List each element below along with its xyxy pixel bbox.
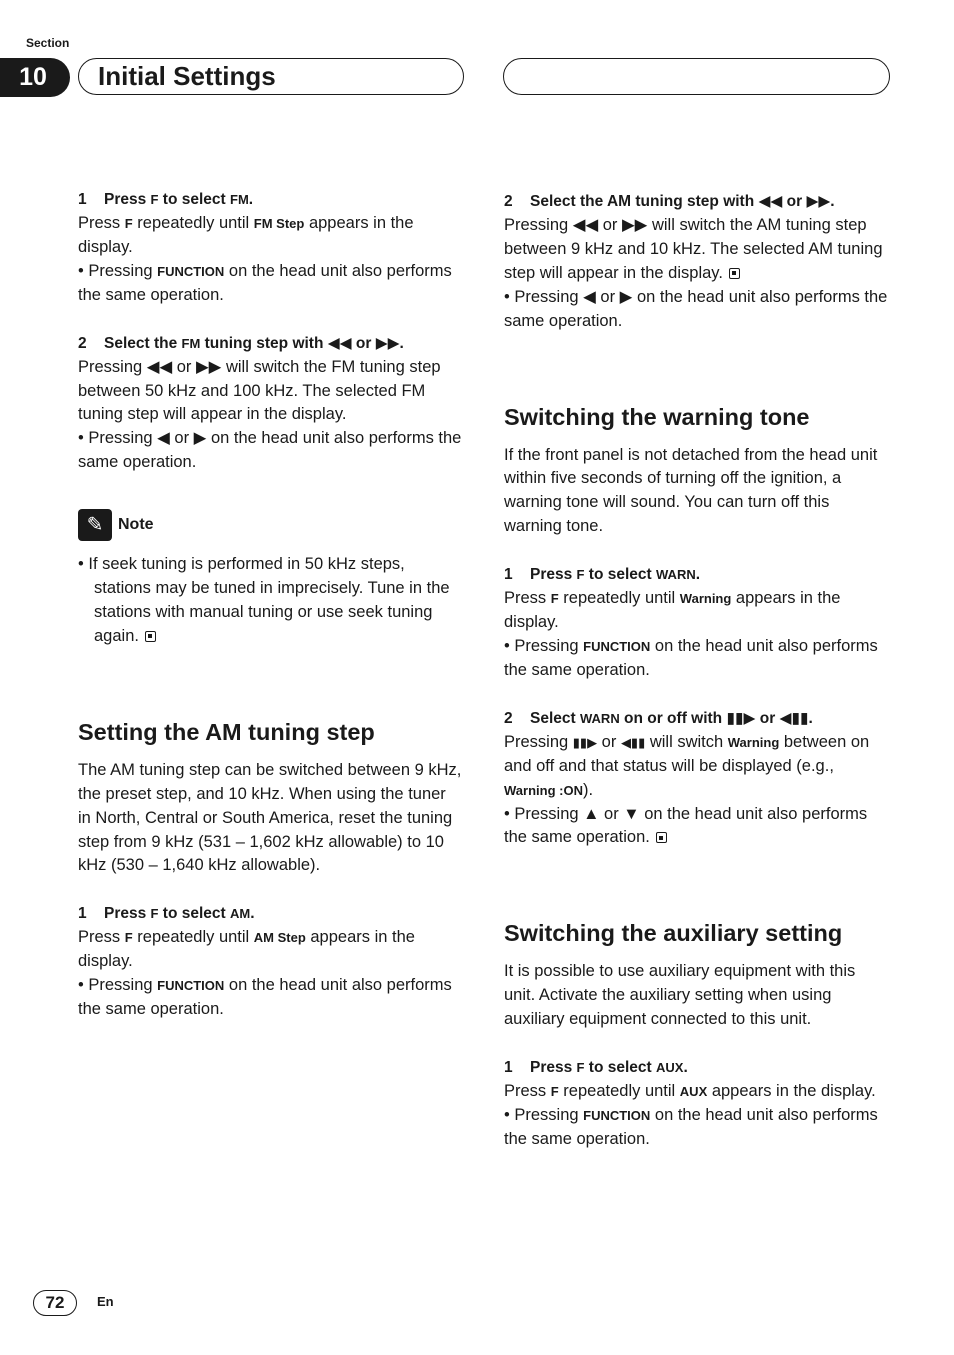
warning-step2-bullet: • Pressing ▲ or ▼ on the head unit also performs the same operation. bbox=[504, 804, 868, 847]
right-header-frame bbox=[503, 58, 890, 95]
am-section-heading: Setting the AM tuning step bbox=[78, 718, 375, 745]
warning-step2-text: Pressing ▮▮▶ or ◀▮▮ will switch Warning between on and off and that status will be displayed (e.g., Warning :ON). bbox=[504, 732, 870, 799]
warning-intro: If the front panel is not detached from the head unit within five seconds of turning off the ignition, a warning tone will sound. You can turn off this warning tone. bbox=[504, 445, 878, 536]
aux-step1-text: Press F repeatedly until AUX appears in the display. bbox=[504, 1082, 876, 1101]
language-label: En bbox=[97, 1294, 114, 1309]
end-mark-icon bbox=[145, 631, 156, 642]
am-step2-heading: 2 Select the AM tuning step with ◀◀ or ▶▶. bbox=[504, 193, 835, 210]
fm-step2-bullet: • Pressing ◀ or ▶ on the head unit also performs the same operation. bbox=[78, 429, 462, 472]
warning-step1-text: Press F repeatedly until Warning appears in the display. bbox=[504, 589, 841, 632]
am-intro: The AM tuning step can be switched between 9 kHz, the preset step, and 10 kHz. When using the tuner in North, Central or South America, reset the tuning step from 9 kHz (531 – 1,602 kHz allowable) to 10 kHz (530 – 1,640 kHz allowable). bbox=[78, 760, 462, 875]
aux-section-heading: Switching the auxiliary setting bbox=[504, 920, 843, 947]
left-column bbox=[78, 188, 462, 1022]
fm-step2-heading: 2 Select the FM tuning step with ◀◀ or ▶▶. bbox=[78, 334, 404, 352]
am-step2-bullet: • Pressing ◀ or ▶ on the head unit also performs the same operation. bbox=[504, 287, 888, 330]
aux-step1-bullet: • Pressing FUNCTION on the head unit also performs the same operation. bbox=[504, 1105, 878, 1148]
am-step1-bullet: • Pressing FUNCTION on the head unit also performs the same operation. bbox=[78, 976, 452, 1019]
page-number: 72 bbox=[33, 1290, 77, 1316]
page-title: Initial Settings bbox=[98, 61, 276, 91]
am-step1-text: Press F repeatedly until AM Step appears in the display. bbox=[78, 928, 415, 971]
end-mark-icon bbox=[656, 832, 667, 843]
fm-step2-text: Pressing ◀◀ or ▶▶ will switch the FM tuning step between 50 kHz and 100 kHz. The selected FM tuning step will appear in the display. bbox=[78, 357, 441, 424]
fm-step1-heading: 1 Press F to select FM. bbox=[78, 191, 254, 208]
aux-intro: It is possible to use auxiliary equipment with this unit. Activate the auxiliary setting when using auxiliary equipment connected to this unit. bbox=[504, 962, 856, 1029]
pencil-icon: ✎ bbox=[78, 509, 112, 541]
fm-step1-bullet: • Pressing FUNCTION on the head unit also performs the same operation. bbox=[78, 261, 452, 304]
fm-step1-text: Press F repeatedly until FM Step appears in the display. bbox=[78, 214, 414, 256]
warning-step1-bullet: • Pressing FUNCTION on the head unit also performs the same operation. bbox=[504, 636, 878, 679]
warning-step1-heading: 1 Press F to select WARN. bbox=[504, 566, 701, 584]
aux-step1-heading: 1 Press F to select AUX. bbox=[504, 1059, 688, 1077]
end-mark-icon bbox=[729, 268, 740, 279]
note-text: • If seek tuning is performed in 50 kHz steps, stations may be tuned in imprecisely. Tune in the stations with manual tuning or use seek tuning again. bbox=[78, 555, 450, 645]
section-label: Section bbox=[26, 36, 70, 50]
warning-section-heading: Switching the warning tone bbox=[504, 403, 810, 430]
right-column bbox=[504, 190, 888, 1152]
am-step2-text: Pressing ◀◀ or ▶▶ will switch the AM tuning step between 9 kHz and 10 kHz. The selected AM tuning step will appear in the display. bbox=[504, 216, 883, 282]
note-header: ✎ Note bbox=[78, 509, 462, 541]
warning-step2-heading: 2 Select WARN on or off with ▮▮▶ or ◀▮▮. bbox=[504, 709, 813, 727]
am-step1-heading: 1 Press F to select AM. bbox=[78, 905, 255, 923]
section-number-badge: 10 bbox=[0, 58, 70, 97]
